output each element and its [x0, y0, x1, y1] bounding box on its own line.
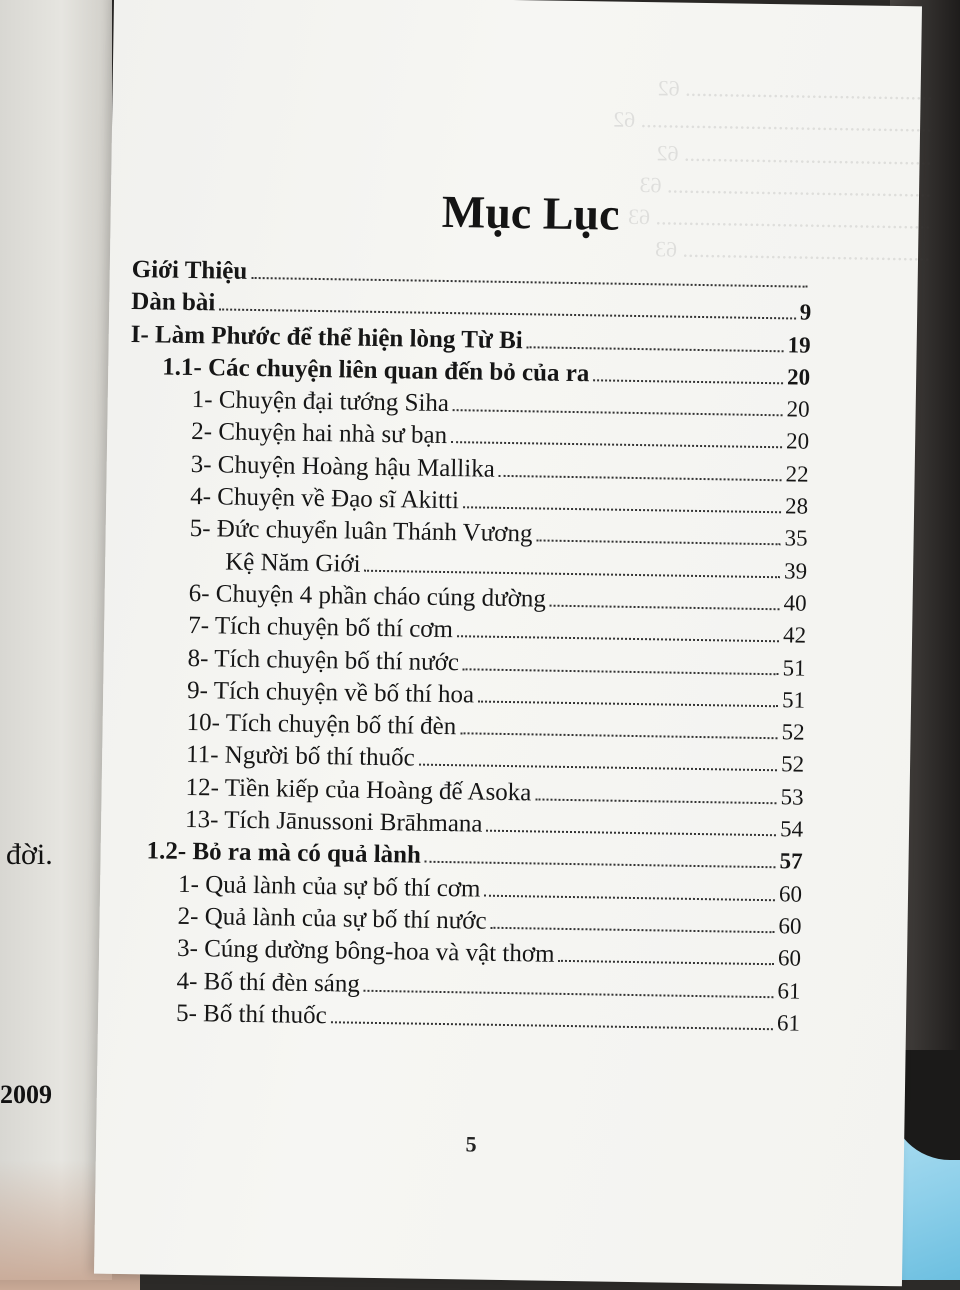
dot-leader: [490, 927, 774, 933]
toc-entry-label: 5- Bố thí thuốc: [175, 999, 327, 1030]
toc-entry-page: 54: [779, 816, 804, 842]
table-of-contents: [120, 256, 812, 1042]
dot-leader: [331, 1021, 773, 1030]
dot-leader: [593, 379, 783, 384]
toc-entry-page: 42: [782, 622, 807, 648]
dot-leader: [453, 409, 783, 416]
toc-entry-label: 12- Tiền kiếp của Hoàng đế Asoka: [185, 773, 532, 807]
dot-leader: [463, 506, 781, 513]
book-page: [94, 0, 933, 1286]
facing-page-text: đời.: [6, 838, 53, 871]
show-through-text: ............................................. 62 ..................................................... 62 ............................................. 62 ................................................ 63 .................................................. 63 ............................................. 63: [612, 75, 933, 267]
dot-leader: [460, 732, 777, 739]
toc-entry-label: 4- Chuyện về Đạo sĩ Akitti: [190, 483, 460, 515]
toc-entry-page: 28: [784, 493, 809, 519]
toc-entry-label: 6- Chuyện 4 phần cháo cúng dường: [188, 579, 547, 613]
toc-entry-label: 13- Tích Jānussoni Brāhmana: [184, 805, 483, 838]
toc-entry-page: 60: [778, 880, 803, 907]
dot-leader: [364, 569, 780, 578]
toc-entry-page: 40: [783, 590, 807, 616]
toc-entry-label: 2- Chuyện hai nhà sư bạn: [191, 418, 448, 450]
toc-entry-page: 53: [780, 784, 804, 810]
dot-leader: [535, 798, 776, 804]
toc-entry-page: 52: [780, 751, 805, 778]
toc-entry-label: 1.2- Bỏ ra mà có quả lành: [146, 837, 422, 870]
toc-entry-page: 51: [781, 687, 806, 713]
toc-entry-page: 20: [786, 364, 811, 390]
dot-leader: [364, 989, 774, 997]
toc-entry-page: 22: [785, 461, 809, 487]
page-number: 5: [465, 1131, 477, 1157]
dot-leader: [219, 309, 795, 320]
toc-entry-label: Dàn bài: [131, 288, 216, 317]
toc-entry-page: 61: [777, 977, 801, 1004]
dot-leader: [484, 894, 775, 901]
toc-entry-label: 2- Quả lành của sự bố thí nước: [177, 902, 487, 935]
page-title: Mục Lục: [441, 185, 620, 240]
toc-entry-label: 9- Tích chuyện về bố thí hoa: [186, 676, 475, 709]
dot-leader: [536, 540, 780, 546]
toc-entry-page: 60: [778, 913, 802, 939]
dot-leader: [478, 700, 778, 707]
toc-entry-page: 60: [777, 945, 802, 971]
dot-leader: [550, 605, 780, 611]
toc-entry-page: 39: [783, 558, 808, 584]
toc-entry-page: 52: [781, 719, 805, 745]
toc-entry-page: 61: [776, 1010, 801, 1036]
dot-leader: [451, 442, 782, 449]
dot-leader: [457, 635, 779, 642]
dot-leader: [486, 830, 776, 837]
toc-entry-label: Giới Thiệu: [131, 256, 248, 285]
toc-entry-label: 8- Tích chuyện bố thí nước: [187, 644, 460, 676]
dot-leader: [425, 861, 776, 869]
toc-entry-label: 7- Tích chuyện bố thí cơm: [187, 612, 454, 644]
dot-leader: [527, 346, 784, 352]
toc-entry-page: 51: [782, 654, 806, 681]
toc-entry-label: 5- Đức chuyển luân Thánh Vương: [189, 515, 533, 548]
toc-entry-label: 4- Bố thí đèn sáng: [176, 967, 361, 998]
toc-entry-label: I- Làm Phước để thể hiện lòng Từ Bi: [130, 320, 523, 354]
toc-entry-label: 1- Chuyện đại tướng Siha: [191, 386, 450, 418]
toc-entry-page: 20: [786, 396, 810, 422]
dot-leader: [499, 475, 782, 481]
toc-entry-label: 11- Người bố thí thuốc: [185, 741, 415, 773]
toc-entry-page: 9: [799, 299, 812, 326]
toc-entry-label: 3- Chuyện Hoàng hậu Mallika: [190, 450, 496, 483]
toc-entry-label: 3- Cúng dường bông-hoa và vật thơm: [176, 935, 555, 969]
toc-entry-page: 35: [784, 525, 808, 552]
facing-page-year: 2009: [0, 1080, 52, 1109]
dot-leader: [419, 764, 777, 772]
toc-entry-label: 1- Quả lành của sự bố thí cơm: [177, 870, 481, 903]
toc-entry-page: 57: [779, 848, 803, 874]
dot-leader: [251, 277, 807, 288]
toc-entry-label: 10- Tích chuyện bố thí đèn: [186, 709, 457, 741]
dot-leader: [463, 668, 779, 675]
toc-entry-label: 1.1- Các chuyện liên quan đến bỏ của ra: [162, 353, 590, 388]
dot-leader: [558, 960, 774, 965]
toc-entry-page: 20: [785, 428, 810, 455]
toc-entry-label: Kệ Năm Giới: [224, 548, 361, 578]
toc-entry-page: 19: [787, 331, 811, 358]
